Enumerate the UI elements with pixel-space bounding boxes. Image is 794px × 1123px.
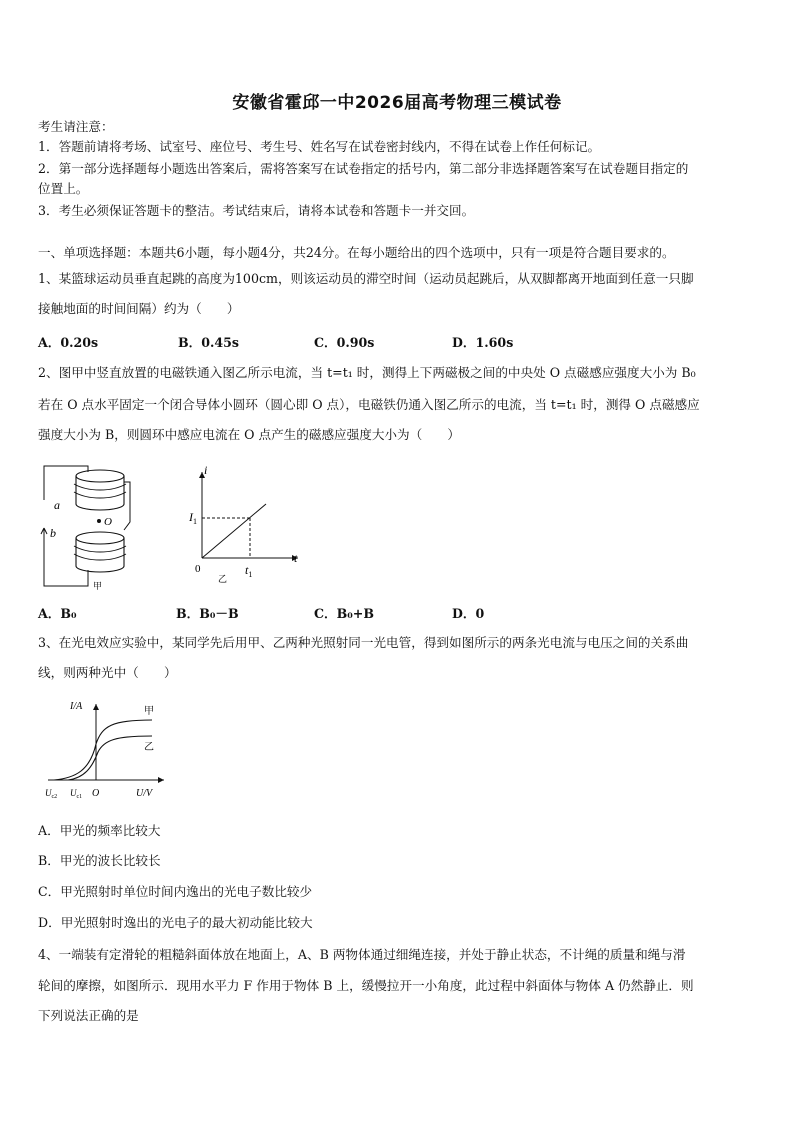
lower-coil-bottom [76, 566, 124, 572]
label-ia: I/A [70, 701, 83, 712]
label-uv: U/V [136, 788, 153, 799]
label-origin: 0 [195, 563, 201, 575]
q2-option-b: B．B₀－B [176, 606, 239, 621]
label-i1: $I_1$ [189, 510, 197, 526]
q3-line-2: 线，则两种光中（ ） [38, 665, 177, 680]
section-heading: 一、单项选择题：本题共6小题，每小题4分，共24分。在每小题给出的四个选项中，只有一项是符合题目要求的。 [38, 245, 675, 260]
label-yi: 乙 [144, 742, 154, 753]
label-origin: O [92, 788, 100, 799]
q4-line-3: 下列说法正确的是 [38, 1008, 139, 1023]
q1-option-d: D．1.60s [452, 335, 514, 350]
q2-figure-electromagnet [38, 462, 138, 592]
label-uc1: $U_{c1}$ [70, 788, 83, 800]
q2-options [38, 603, 758, 621]
q4-line-2: 轮间的摩擦，如图所示．现用水平力 F 作用于物体 B 上，缓慢拉开一小角度，此过程中斜面体与物体 A 仍然静止．则 [38, 978, 694, 993]
q1-option-b: B．0.45s [178, 335, 240, 350]
notice-item-1: 1．答题前请将考场、试室号、座位号、考生号、姓名写在试卷密封线内，不得在试卷上作任何标记。 [38, 139, 601, 154]
q3-option-a: A．甲光的频率比较大 [38, 823, 161, 838]
label-t: t [294, 551, 298, 565]
upper-coil-bottom [76, 504, 124, 510]
q2-option-a: A．B₀ [38, 606, 77, 621]
notice-item-3: 3．考生必须保证答题卡的整洁。考试结束后，请将本试卷和答题卡一并交回。 [38, 203, 475, 218]
q3-option-d: D．甲光照射时逸出的光电子的最大初动能比较大 [38, 915, 313, 930]
exam-title: 安徽省霍邱一中2026届高考物理三模试卷 [232, 93, 562, 113]
q3-option-b: B．甲光的波长比较长 [38, 853, 161, 868]
notice-item-2-cont: 位置上。 [38, 181, 89, 196]
label-a: a [54, 498, 60, 512]
i-axis-arrow [93, 704, 99, 710]
label-b: b [50, 526, 56, 540]
q1-line-2: 接触地面的时间间隔）约为（ ） [38, 301, 240, 316]
q1-option-a: A．0.20s [38, 335, 99, 350]
label-o: O [104, 516, 112, 528]
caption-yi: 乙 [218, 574, 228, 584]
point-o-dot [97, 519, 101, 523]
lower-windings [74, 546, 126, 560]
upper-windings [74, 484, 126, 498]
q2-figure-current-graph [186, 462, 306, 584]
q2-line-2: 若在 O 点水平固定一个闭合导体小圆环（圆心即 O 点），电磁铁仍通入图乙所示的电流，当 t=t₁ 时，测得 O 点磁感应 [38, 397, 700, 412]
q3-figure-iv-curve [40, 698, 170, 804]
curve-jia [54, 720, 152, 780]
q4-line-1: 4、一端装有定滑轮的粗糙斜面体放在地面上，A、B 两物体通过细绳连接，并处于静止状态，不计绳的质量和绳与滑 [38, 947, 686, 962]
caption-jia: 甲 [93, 581, 103, 591]
current-line [202, 504, 266, 558]
upper-coil-top [76, 470, 124, 482]
q2-line-3: 强度大小为 B，则圆环中感应电流在 O 点产生的磁感应强度大小为（ ） [38, 427, 460, 442]
q1-line-1: 1、某篮球运动员垂直起跳的高度为100cm，则该运动员的滞空时间（运动员起跳后，从双脚都离开地面到任意一只脚 [38, 271, 694, 286]
wire-connect [124, 482, 130, 530]
label-jia: 甲 [144, 706, 154, 717]
curve-yi [68, 736, 152, 780]
q1-option-c: C．0.90s [314, 335, 375, 350]
q3-option-c: C．甲光照射时单位时间内逸出的光电子数比较少 [38, 884, 313, 899]
label-t1: $t_1$ [245, 563, 253, 579]
notice-item-2: 2．第一部分选择题每小题选出答案后，需将答案写在试卷指定的括号内，第二部分非选择题答案写在试卷题目指定的 [38, 161, 689, 176]
u-axis-arrow [158, 777, 164, 783]
label-uc2: $U_{c2}$ [45, 788, 58, 800]
lower-coil-top [76, 532, 124, 544]
q3-line-1: 3、在光电效应实验中，某同学先后用甲、乙两种光照射同一光电管，得到如图所示的两条光电流与电压之间的关系曲 [38, 635, 689, 650]
q2-option-d: D．0 [452, 606, 485, 621]
label-i: i [204, 463, 208, 477]
q2-line-1: 2、图甲中竖直放置的电磁铁通入图乙所示电流，当 t=t₁ 时，测得上下两磁极之间的中央处 O 点磁感应强度大小为 B₀ [38, 365, 696, 380]
q1-options [38, 332, 758, 350]
q2-option-c: C．B₀+B [314, 606, 374, 621]
notice-header: 考生请注意： [38, 119, 114, 134]
